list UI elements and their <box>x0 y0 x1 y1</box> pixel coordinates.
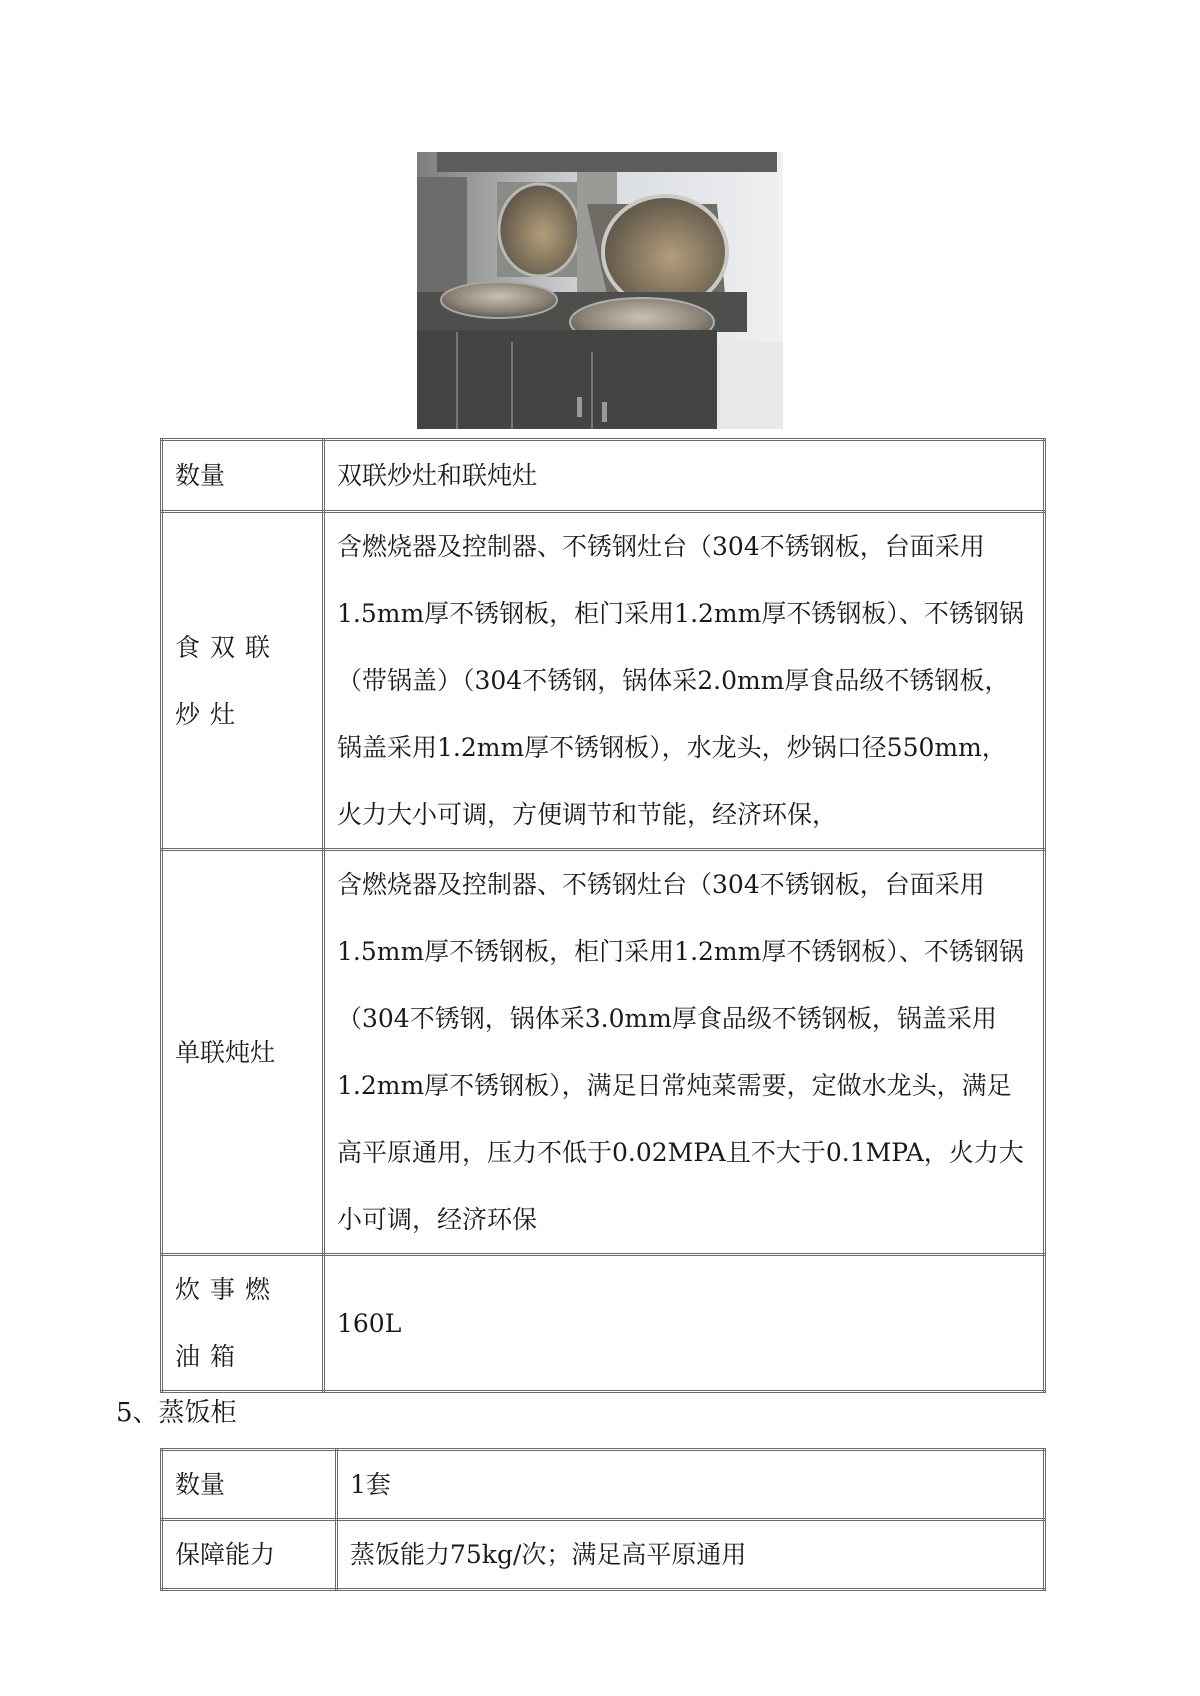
row-label: 炊事燃油箱 <box>162 1255 324 1392</box>
stove-photo <box>417 152 783 429</box>
row-label: 数量 <box>162 1450 337 1520</box>
row-value: 蒸饭能力75kg/次；满足高平原通用 <box>337 1520 1045 1590</box>
table-row <box>162 512 1045 850</box>
row-value: 含燃烧器及控制器、不锈钢灶台（304不锈钢板，台面采用1.5mm厚不锈钢板，柜门采用1.2mm厚不锈钢板）、不锈钢锅（304不锈钢，锅体采3.0mm厚食品级不锈钢板，锅盖采用1.2mm厚不锈钢板），满足日常炖菜需要，定做水龙头，满足高平原通用，压力不低于0.02MPA且不大于0.1MPA，火力大小可调，经济环保 <box>324 850 1045 1255</box>
row-label: 数量 <box>162 440 324 512</box>
stove-image-icon <box>417 152 783 429</box>
table-row <box>162 850 1045 1255</box>
row-value: 含燃烧器及控制器、不锈钢灶台（304不锈钢板，台面采用1.5mm厚不锈钢板，柜门采用1.2mm厚不锈钢板）、不锈钢锅（带锅盖）（304不锈钢，锅体采2.0mm厚食品级不锈钢板，锅盖采用1.2mm厚不锈钢板），水龙头，炒锅口径550mm，火力大小可调，方便调节和节能，经济环保， <box>324 512 1045 850</box>
row-label: 保障能力 <box>162 1520 337 1590</box>
section-heading: 5、蒸饭柜 <box>116 1398 237 1428</box>
table-row <box>162 1520 1045 1590</box>
table-row <box>162 1450 1045 1520</box>
row-value: 1套 <box>337 1450 1045 1520</box>
table-row <box>162 440 1045 512</box>
row-value: 双联炒灶和联炖灶 <box>324 440 1045 512</box>
row-label: 单联炖灶 <box>162 850 324 1255</box>
table-row <box>162 1255 1045 1392</box>
row-label: 食双联炒灶 <box>162 512 324 850</box>
rice-steamer-spec-table <box>160 1448 1046 1591</box>
stove-spec-table <box>160 438 1046 1393</box>
row-value: 160L <box>324 1255 1045 1392</box>
